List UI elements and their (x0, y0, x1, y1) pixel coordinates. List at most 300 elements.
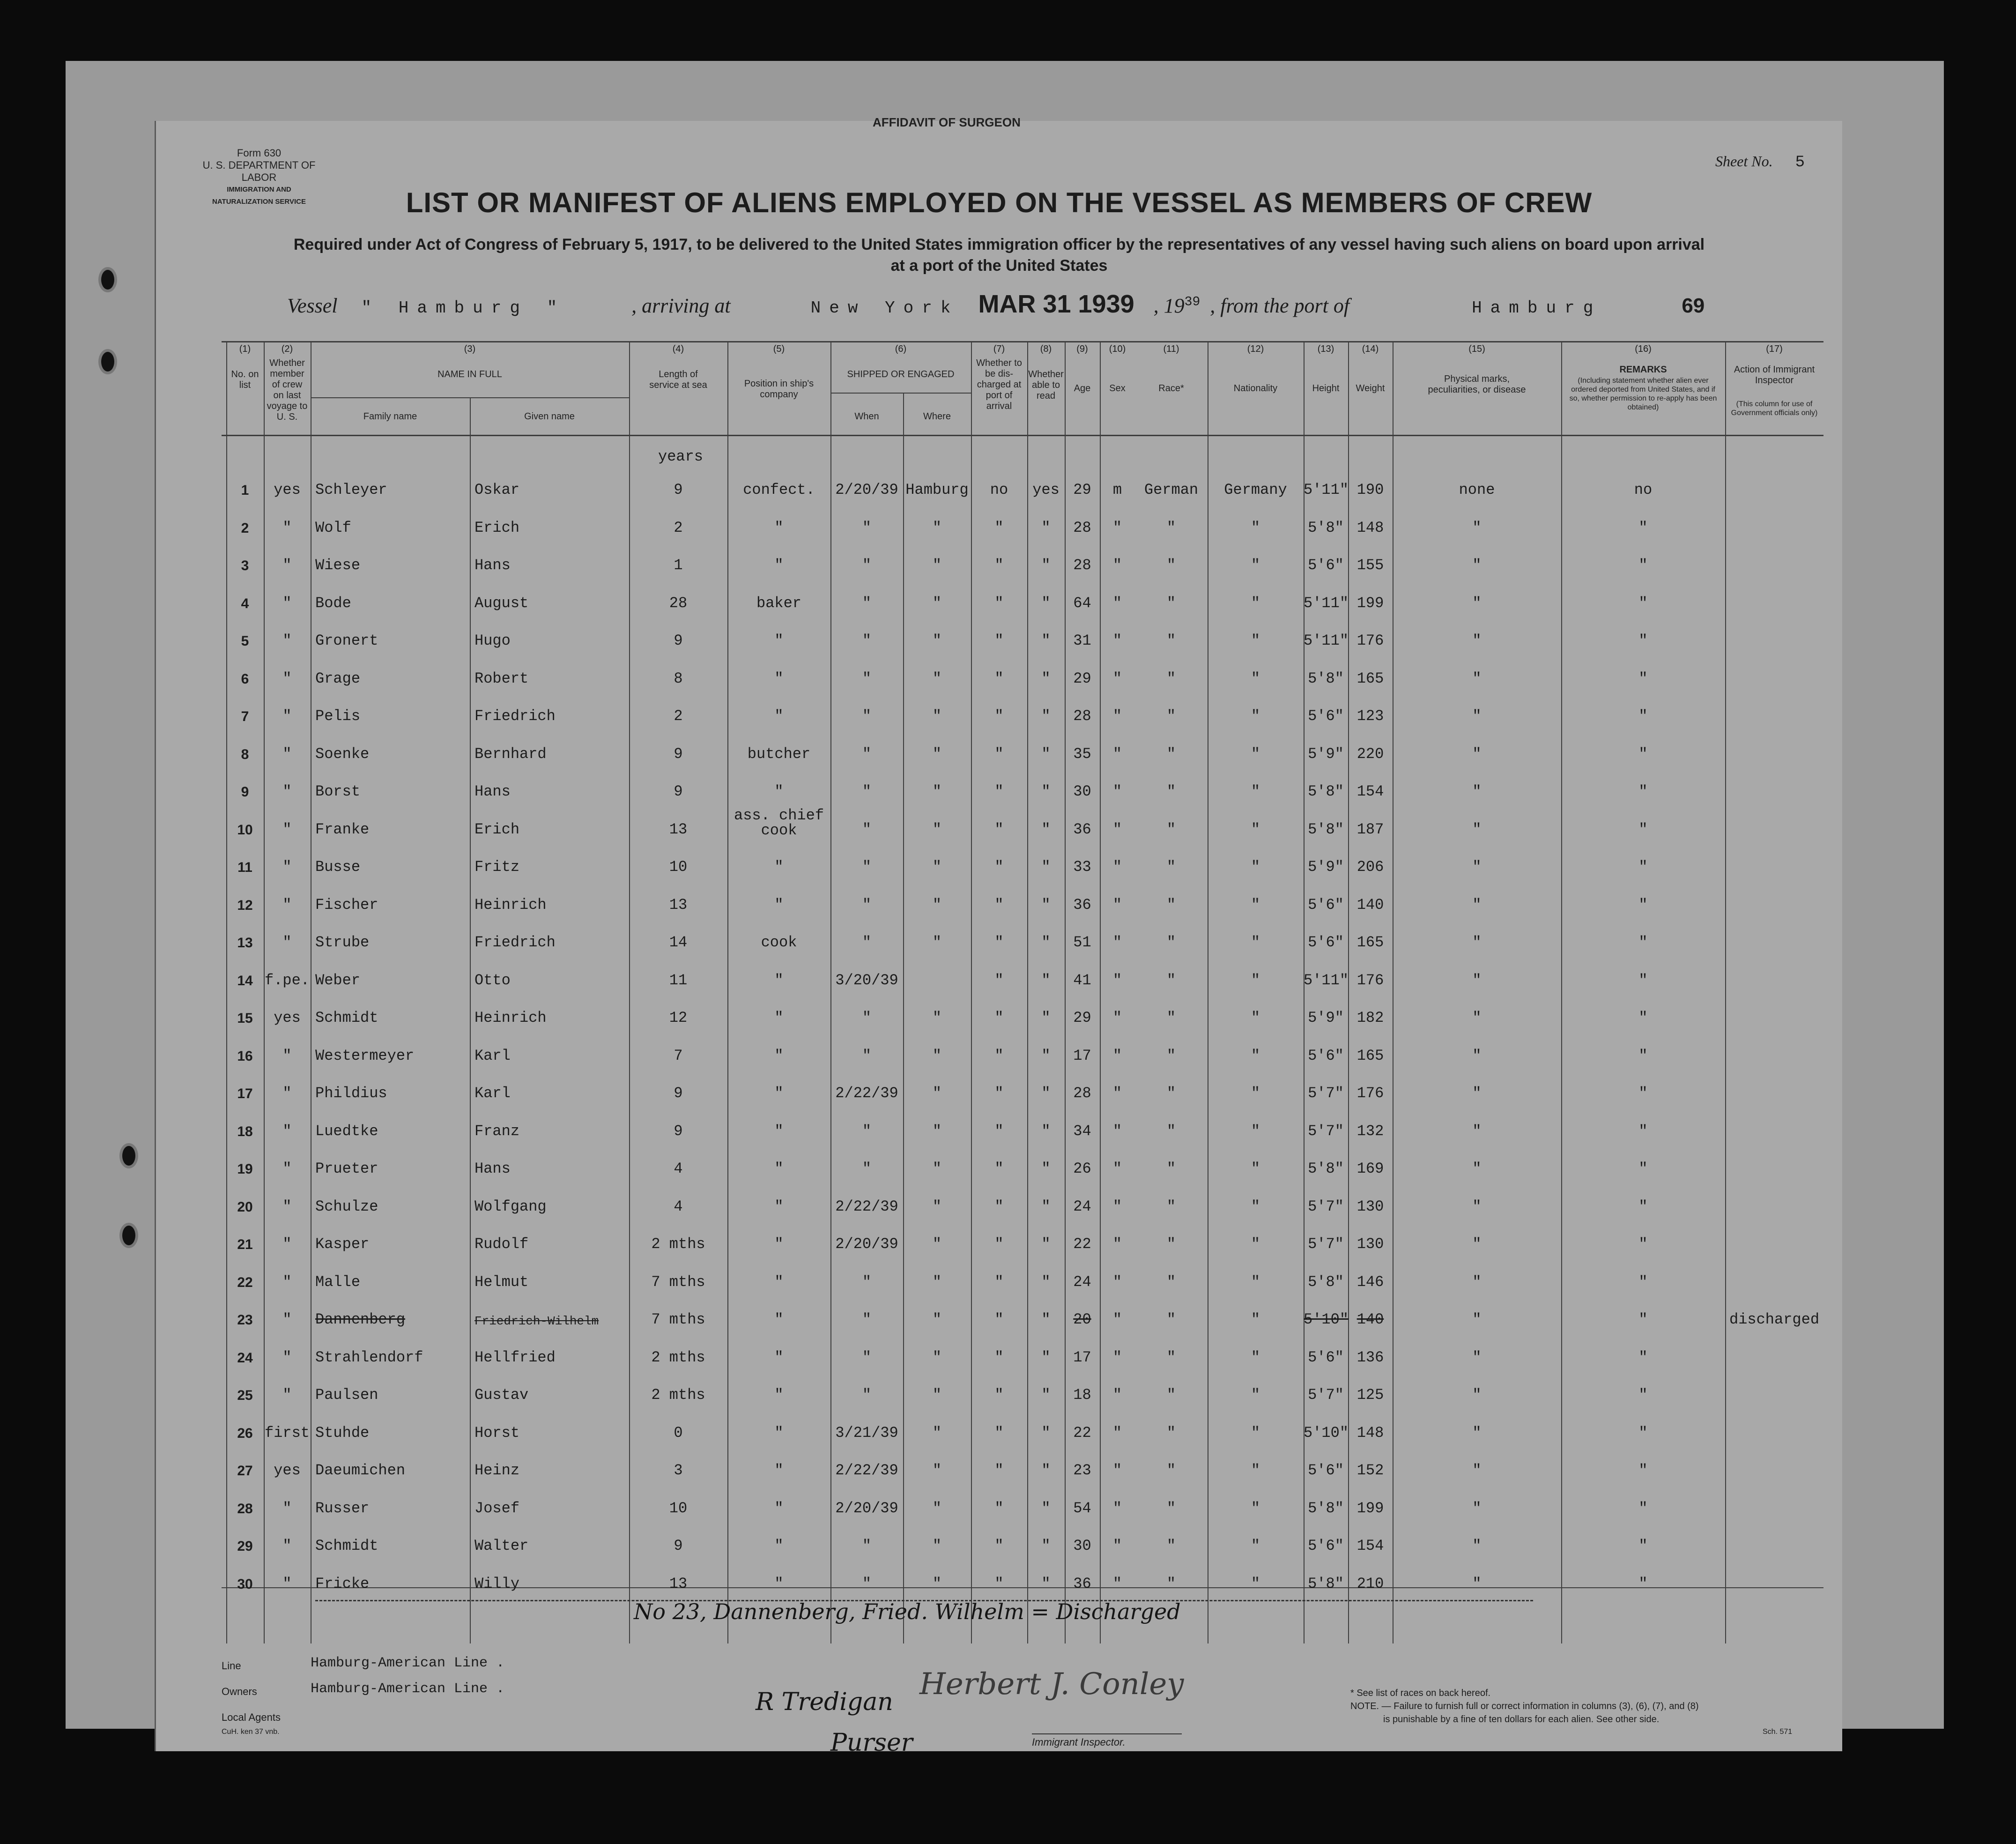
col-num: (9) (1076, 344, 1088, 354)
cell-family: Grage (315, 669, 361, 687)
cell-when: " (862, 745, 872, 763)
cell-family: Dannenberg (315, 1311, 406, 1328)
cell-weight: 140 (1356, 896, 1384, 914)
cell-where: " (932, 858, 942, 876)
cell-when: " (862, 1537, 872, 1554)
cell-family: Fischer (315, 896, 378, 914)
cell-service: 13 (669, 1575, 688, 1592)
cell-where: " (932, 1273, 942, 1291)
cell-weight: 176 (1356, 632, 1384, 649)
cell-when: " (862, 783, 872, 800)
cell-read: " (1041, 1311, 1051, 1328)
cell-service: 0 (674, 1424, 683, 1442)
col-head-service: Length of service at sea (649, 369, 707, 390)
cell-no: 27 (237, 1463, 253, 1479)
cell-weight: 206 (1356, 858, 1384, 876)
cell-when: " (862, 896, 872, 914)
cell-age: 36 (1073, 1575, 1091, 1592)
cell-remarks: " (1638, 1009, 1648, 1026)
cell-remarks: " (1638, 1197, 1648, 1215)
cell-remarks: " (1638, 896, 1648, 914)
cell-no: 18 (237, 1123, 253, 1139)
cell-remarks: " (1638, 1085, 1648, 1102)
cell-weight: 165 (1356, 1047, 1384, 1064)
col-head-when: When (854, 411, 879, 422)
cell-position: " (774, 971, 784, 989)
cell-read: " (1041, 745, 1051, 763)
cell-marks: " (1472, 1009, 1482, 1026)
cell-remarks: " (1638, 1537, 1648, 1554)
cell-nationality: " (1251, 1273, 1260, 1291)
cell-when: " (862, 594, 872, 612)
cell-no: 24 (237, 1350, 253, 1366)
cell-given: August (474, 594, 529, 612)
cell-remarks: " (1638, 1235, 1648, 1253)
cell-nationality: " (1251, 1499, 1260, 1517)
cell-read: " (1041, 1424, 1051, 1442)
cell-height: 5'10" (1304, 1424, 1349, 1442)
cell-race: " (1166, 783, 1176, 800)
cell-where: " (932, 1462, 942, 1479)
cell-discharged: " (994, 1122, 1004, 1140)
cell-given: Oskar (474, 481, 520, 498)
cell-given: Heinrich (474, 1009, 547, 1026)
cell-service: 10 (669, 1499, 688, 1517)
cell-member: " (282, 1386, 292, 1404)
col-num: (3) (464, 344, 476, 354)
cell-weight: 136 (1356, 1348, 1384, 1366)
cell-marks: " (1472, 1197, 1482, 1215)
cell-marks: " (1472, 896, 1482, 914)
cell-age: 28 (1073, 707, 1091, 725)
cell-position: " (774, 707, 784, 725)
cell-read: " (1041, 594, 1051, 612)
cell-member: " (282, 1575, 292, 1592)
cell-given: Karl (474, 1047, 511, 1064)
cell-no: 7 (241, 709, 249, 724)
cell-nationality: " (1251, 1009, 1260, 1026)
cell-race: " (1166, 1462, 1176, 1479)
cell-when: 2/22/39 (835, 1197, 898, 1215)
binder-hole (119, 1223, 138, 1248)
cell-age: 18 (1073, 1386, 1091, 1404)
cell-member: f.pe. (264, 971, 310, 989)
col-num: (14) (1362, 344, 1379, 354)
col-head-age: Age (1074, 383, 1091, 394)
cell-nationality: " (1251, 745, 1260, 763)
cell-when: " (862, 557, 872, 574)
cell-read: " (1041, 1085, 1051, 1102)
cell-when: " (862, 1386, 872, 1404)
cell-read: " (1041, 1009, 1051, 1026)
table-row (222, 1558, 1823, 1595)
cell-height: 5'8" (1308, 783, 1344, 800)
cell-marks: " (1472, 1499, 1482, 1517)
owners-label: Owners (222, 1686, 257, 1697)
cell-read: yes (1032, 481, 1060, 498)
service-name: IMMIGRATION AND NATURALIZATION SERVICE (212, 186, 306, 206)
cell-when: " (862, 1311, 872, 1328)
cell-member: " (282, 745, 292, 763)
cell-age: 28 (1073, 1085, 1091, 1102)
cell-member: " (282, 1273, 292, 1291)
cell-position: " (774, 1047, 784, 1064)
cell-nationality: " (1251, 519, 1260, 536)
cell-position: " (774, 1311, 784, 1328)
cell-where: " (932, 669, 942, 687)
cell-discharged: " (994, 519, 1004, 536)
cell-where: Hamburg (905, 481, 969, 498)
cell-read: " (1041, 1575, 1051, 1592)
cell-race: " (1166, 896, 1176, 914)
cell-sex: " (1112, 594, 1122, 612)
cell-height: 5'7" (1308, 1235, 1344, 1253)
department-name: U. S. DEPARTMENT OF LABOR (202, 159, 316, 183)
cell-read: " (1041, 1348, 1051, 1366)
cell-where: " (932, 1424, 942, 1442)
cell-position: " (774, 1009, 784, 1026)
cell-sex: " (1112, 1085, 1122, 1102)
cell-where: " (932, 1197, 942, 1215)
cell-read: " (1041, 934, 1051, 951)
table-row (222, 1030, 1823, 1067)
cell-nationality: " (1251, 707, 1260, 725)
vessel-label: Vessel (287, 294, 338, 317)
cell-height: 5'6" (1308, 1047, 1344, 1064)
cell-race: " (1166, 707, 1176, 725)
cell-marks: " (1472, 971, 1482, 989)
cell-position: " (774, 858, 784, 876)
col-num: (8) (1040, 344, 1052, 354)
cell-member: first (264, 1424, 310, 1442)
cell-member: " (282, 783, 292, 800)
cell-member: yes (274, 1009, 301, 1026)
table-row (222, 916, 1823, 954)
cell-age: 24 (1073, 1273, 1091, 1291)
cell-no: 20 (237, 1199, 253, 1215)
table-row (222, 1181, 1823, 1218)
table-row (222, 1256, 1823, 1294)
cell-sex: " (1112, 1424, 1122, 1442)
cell-remarks: " (1638, 934, 1648, 951)
cell-read: " (1041, 669, 1051, 687)
cell-nationality: " (1251, 1462, 1260, 1479)
cell-given: Hans (474, 1160, 511, 1177)
cell-race: " (1166, 1386, 1176, 1404)
cell-given: Hellfried (474, 1348, 556, 1366)
cell-sex: " (1112, 1160, 1122, 1177)
cell-no: 1 (241, 483, 249, 498)
cell-marks: " (1472, 1575, 1482, 1592)
cell-discharged: " (994, 632, 1004, 649)
cell-age: 33 (1073, 858, 1091, 876)
cell-given: Wolfgang (474, 1197, 547, 1215)
cell-discharged: no (990, 481, 1008, 498)
cell-service: 9 (674, 745, 683, 763)
cell-marks: " (1472, 820, 1482, 838)
cell-position: baker (756, 594, 801, 612)
cell-age: 36 (1073, 896, 1091, 914)
cell-member: " (282, 1197, 292, 1215)
cell-marks: " (1472, 594, 1482, 612)
cell-when: 2/20/39 (835, 1499, 898, 1517)
table-row (222, 1520, 1823, 1557)
cell-no: 23 (237, 1312, 253, 1328)
cell-where: " (932, 745, 942, 763)
cell-race: " (1166, 1537, 1176, 1554)
cell-member: " (282, 1122, 292, 1140)
cell-weight: 146 (1356, 1273, 1384, 1291)
cell-family: Fricke (315, 1575, 370, 1592)
affidavit-label: AFFIDAVIT OF SURGEON (873, 115, 1021, 129)
cell-sex: " (1112, 1575, 1122, 1592)
col-head-race: Race* (1158, 383, 1184, 394)
col-num: (7) (993, 344, 1005, 354)
subtitle-line-1: Required under Act of Congress of February 5, 1917, to be delivered to the United States immigration officer by the representatives of any vessel having such aliens on board upon arrival (293, 236, 1705, 253)
cell-family: Stuhde (315, 1424, 370, 1442)
cell-race: " (1166, 934, 1176, 951)
cell-no: 25 (237, 1388, 253, 1403)
cell-discharged: " (994, 669, 1004, 687)
cell-service: 1 (674, 557, 683, 574)
cell-discharged: " (994, 1047, 1004, 1064)
cell-discharged: " (994, 594, 1004, 612)
cell-position: " (774, 1273, 784, 1291)
cell-remarks: " (1638, 519, 1648, 536)
binder-hole (98, 349, 117, 374)
table-row (222, 1143, 1823, 1180)
cell-when: " (862, 820, 872, 838)
table-row (222, 1407, 1823, 1444)
cell-discharged: " (994, 858, 1004, 876)
col-num: (1) (239, 344, 251, 354)
cell-discharged: " (994, 934, 1004, 951)
table-row (222, 1482, 1823, 1520)
cell-position: " (774, 1462, 784, 1479)
cell-age: 23 (1073, 1462, 1091, 1479)
cell-weight: 148 (1356, 519, 1384, 536)
date-stamp: MAR 31 1939 (978, 290, 1134, 318)
table-row (222, 954, 1823, 992)
cell-nationality: " (1251, 1537, 1260, 1554)
cell-service: 4 (674, 1197, 683, 1215)
cell-sex: " (1112, 1462, 1122, 1479)
cell-given: Hans (474, 557, 511, 574)
line-label: Line (222, 1660, 241, 1672)
cell-member: " (282, 820, 292, 838)
cell-family: Phildius (315, 1085, 387, 1102)
cell-where: " (932, 1160, 942, 1177)
cell-height: 5'6" (1308, 1348, 1344, 1366)
cell-no: 14 (237, 973, 253, 989)
cell-service: 11 (669, 971, 688, 989)
cell-height: 5'11" (1304, 632, 1349, 649)
cell-no: 3 (241, 558, 249, 573)
cell-sex: " (1112, 1311, 1122, 1328)
cell-nationality: " (1251, 669, 1260, 687)
cell-remarks: " (1638, 820, 1648, 838)
cell-member: yes (274, 1462, 301, 1479)
col-head-action: Action of Immigrant Inspector (1734, 364, 1815, 386)
cell-family: Schmidt (315, 1009, 378, 1026)
cell-sex: " (1112, 1197, 1122, 1215)
col-head-remarks-note: (Including statement whether alien ever ordered deported from United States, and if so, whether permission to re-apply has been obtained) (1569, 377, 1717, 411)
cell-nationality: " (1251, 594, 1260, 612)
cell-given: Walter (474, 1537, 529, 1554)
cell-weight: 199 (1356, 594, 1384, 612)
cell-weight: 187 (1356, 820, 1384, 838)
cell-no: 16 (237, 1048, 253, 1064)
cell-given: Bernhard (474, 745, 547, 763)
cell-read: " (1041, 707, 1051, 725)
cell-race: " (1166, 519, 1176, 536)
cell-read: " (1041, 1537, 1051, 1554)
cell-service: 9 (674, 632, 683, 649)
col-num: (4) (672, 344, 684, 354)
cell-position: " (774, 1235, 784, 1253)
sheet-number: Sheet No. 5 (1715, 153, 1805, 171)
cell-family: Borst (315, 783, 361, 800)
table-row (222, 615, 1823, 652)
cell-age: 17 (1073, 1047, 1091, 1064)
col-num: (11) (1163, 344, 1179, 354)
cell-discharged: " (994, 1085, 1004, 1102)
cell-family: Schleyer (315, 481, 387, 498)
cell-service: 28 (669, 594, 688, 612)
table-row (222, 1067, 1823, 1105)
cell-remarks: " (1638, 1386, 1648, 1404)
table-row (222, 766, 1823, 803)
cell-weight: 165 (1356, 669, 1384, 687)
cell-remarks: " (1638, 557, 1648, 574)
cell-remarks: " (1638, 1047, 1648, 1064)
cell-age: 22 (1073, 1424, 1091, 1442)
cell-marks: " (1472, 1537, 1482, 1554)
cell-position: " (774, 896, 784, 914)
agents-label: Local Agents (222, 1711, 281, 1723)
cell-service: 2 mths (651, 1235, 705, 1253)
col-head-shipped: SHIPPED OR ENGAGED (847, 369, 955, 379)
cell-where: " (932, 1009, 942, 1026)
cell-given: Robert (474, 669, 529, 687)
cell-service: 7 mths (651, 1311, 705, 1328)
cell-no: 13 (237, 935, 253, 951)
table-row (222, 1105, 1823, 1143)
cell-nationality: " (1251, 557, 1260, 574)
cell-remarks: " (1638, 1273, 1648, 1291)
header-bottom-rule (222, 435, 1823, 436)
cell-race: " (1166, 745, 1176, 763)
cell-when: " (862, 632, 872, 649)
cell-remarks: " (1638, 1424, 1648, 1442)
cell-marks: " (1472, 1273, 1482, 1291)
col-head-nationality: Nationality (1233, 383, 1278, 394)
cell-position: " (774, 1537, 784, 1554)
cell-family: Busse (315, 858, 361, 876)
cell-nationality: " (1251, 1160, 1260, 1177)
cell-race: " (1166, 669, 1176, 687)
cell-when: " (862, 1009, 872, 1026)
penalty-note-1: NOTE. — Failure to furnish full or correct information in columns (3), (6), (7), and (8) (1350, 1701, 1699, 1711)
cell-service: 9 (674, 783, 683, 800)
cell-where: " (932, 557, 942, 574)
cell-age: 28 (1073, 519, 1091, 536)
cell-member: yes (274, 481, 301, 498)
cell-member: " (282, 1348, 292, 1366)
cell-age: 34 (1073, 1122, 1091, 1140)
col-head-given: Given name (524, 411, 575, 422)
penalty-note-2: is punishable by a fine of ten dollars for each alien. See other side. (1383, 1714, 1660, 1725)
cell-height: 5'6" (1308, 557, 1344, 574)
cell-discharged: " (994, 557, 1004, 574)
cell-service: 12 (669, 1009, 688, 1026)
cell-member: " (282, 707, 292, 725)
cell-sex: " (1112, 1499, 1122, 1517)
cell-sex: " (1112, 557, 1122, 574)
cell-read: " (1041, 1273, 1051, 1291)
cell-where: " (932, 1122, 942, 1140)
page-title: LIST OR MANIFEST OF ALIENS EMPLOYED ON THE VESSEL AS MEMBERS OF CREW (406, 187, 1593, 218)
cell-height: 5'11" (1304, 594, 1349, 612)
cell-given: Heinrich (474, 896, 547, 914)
cell-race: " (1166, 1311, 1176, 1328)
cell-when: " (862, 934, 872, 951)
cell-member: " (282, 1047, 292, 1064)
cell-given: Hans (474, 783, 511, 800)
cell-nationality: " (1251, 1085, 1260, 1102)
from-label: , from the port of (1210, 294, 1350, 317)
cell-position: " (774, 1122, 784, 1140)
cell-discharged: " (994, 971, 1004, 989)
cell-family: Pelis (315, 707, 361, 725)
cell-where: " (932, 934, 942, 951)
cell-marks: " (1472, 1462, 1482, 1479)
cell-family: Schulze (315, 1197, 378, 1215)
cell-race: " (1166, 1009, 1176, 1026)
cell-race: " (1166, 971, 1176, 989)
cell-discharged: " (994, 707, 1004, 725)
cell-discharged: " (994, 1197, 1004, 1215)
cell-race: " (1166, 1273, 1176, 1291)
cell-sex: " (1112, 1273, 1122, 1291)
cell-sex: " (1112, 1122, 1122, 1140)
cell-service: 7 (674, 1047, 683, 1064)
cell-where: " (932, 1085, 942, 1102)
cell-member: " (282, 594, 292, 612)
cell-age: 64 (1073, 594, 1091, 612)
cell-height: 5'8" (1308, 1160, 1344, 1177)
cell-family: Strahlendorf (315, 1348, 423, 1366)
line-value: Hamburg-American Line . (311, 1655, 505, 1671)
cell-no: 4 (241, 595, 249, 611)
cell-remarks: " (1638, 1122, 1648, 1140)
cell-no: 21 (237, 1237, 253, 1252)
cell-nationality: " (1251, 1348, 1260, 1366)
cell-discharged: " (994, 1537, 1004, 1554)
col-num: (5) (773, 344, 785, 354)
cell-where: " (932, 1499, 942, 1517)
cell-family: Prueter (315, 1160, 378, 1177)
cell-where: " (932, 707, 942, 725)
cell-read: " (1041, 1499, 1051, 1517)
table-row (222, 1331, 1823, 1369)
cell-height: 5'11" (1304, 481, 1349, 498)
binder-hole (98, 267, 117, 292)
cell-marks: " (1472, 632, 1482, 649)
cell-discharged: " (994, 1311, 1004, 1328)
cell-remarks: " (1638, 1311, 1648, 1328)
cell-service: 2 (674, 707, 683, 725)
